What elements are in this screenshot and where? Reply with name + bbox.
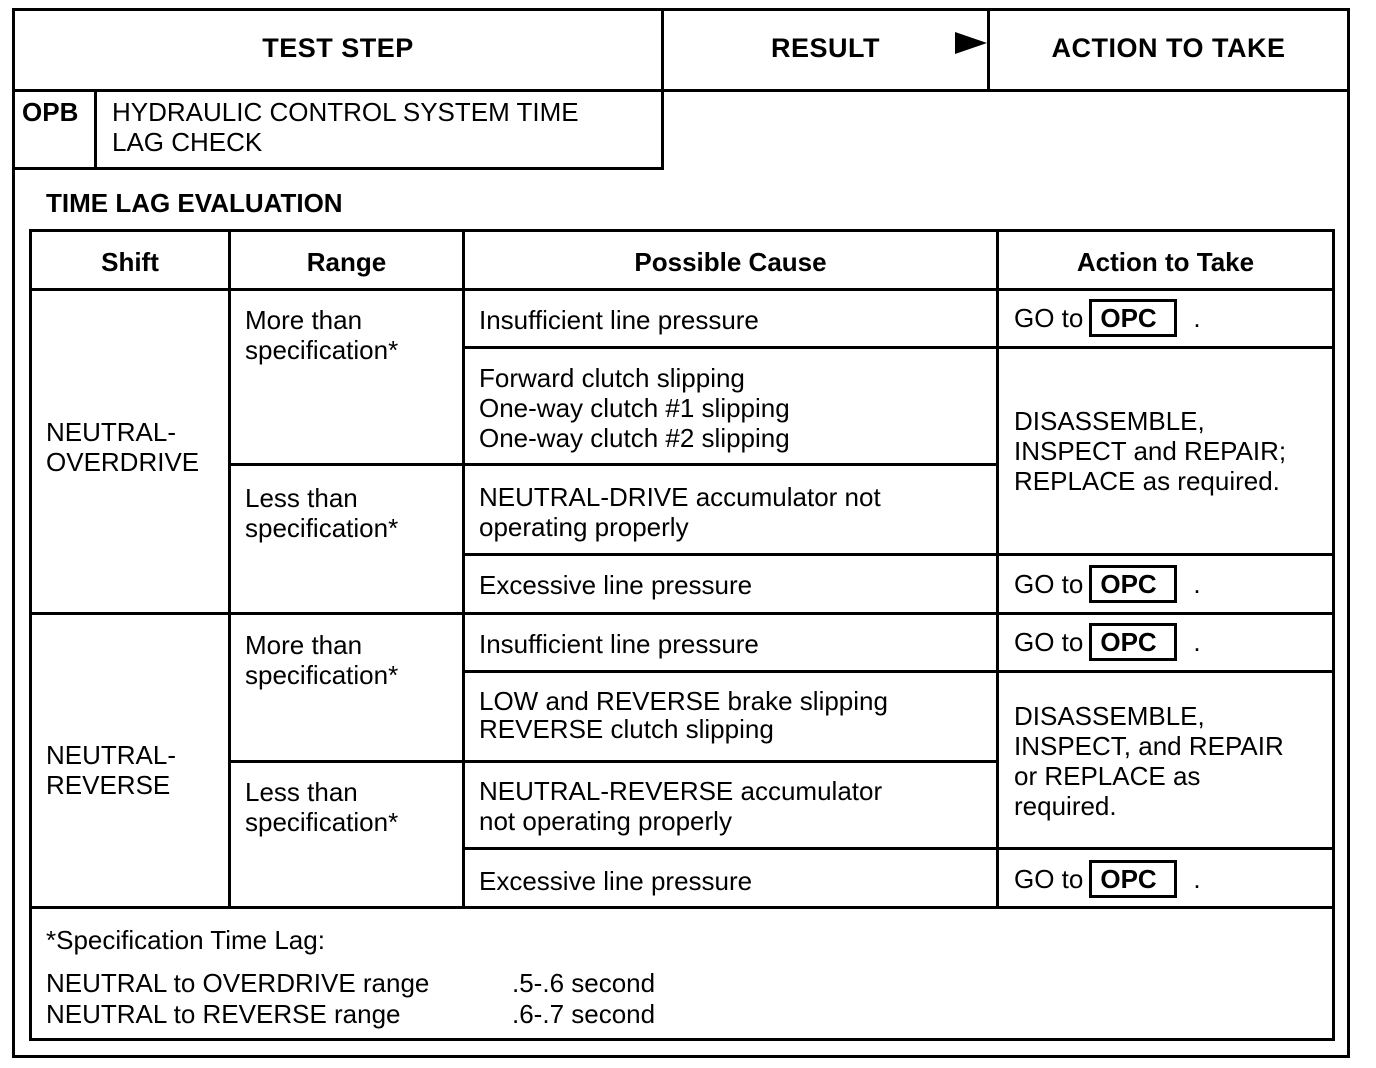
group-line <box>29 612 1335 615</box>
footnote-title: *Specification Time Lag: <box>46 925 325 955</box>
row-line-1 <box>462 346 1335 349</box>
range-cell: More than specification* <box>245 305 399 365</box>
col-header-shift: Shift <box>101 247 159 277</box>
range-cell: Less than specification* <box>245 483 399 543</box>
header-result: RESULT <box>771 33 880 63</box>
step-box-sep <box>94 89 97 170</box>
cause-cell: Insufficient line pressure <box>479 629 759 659</box>
cause-cell: Excessive line pressure <box>479 866 753 896</box>
opc-reference: OPC <box>1089 860 1177 898</box>
goto-suffix: . <box>1193 863 1201 894</box>
footnote-line <box>29 906 1335 909</box>
header-test-step: TEST STEP <box>262 33 414 63</box>
row-line-5 <box>462 670 1335 673</box>
opc-reference: OPC <box>1089 565 1177 603</box>
goto-suffix: . <box>1193 626 1201 657</box>
goto-opc-1 <box>1014 299 1201 337</box>
cause-cell: Insufficient line pressure <box>479 305 759 335</box>
row-line-2 <box>228 463 999 466</box>
goto-opc-4 <box>1014 860 1201 898</box>
goto-prefix: GO to <box>1014 626 1084 657</box>
goto-opc-3 <box>1014 623 1201 661</box>
goto-suffix: . <box>1193 568 1201 599</box>
cause-cell: LOW and REVERSE brake slipping REVERSE clutch slipping <box>479 686 888 744</box>
shift-neutral-reverse: NEUTRAL- REVERSE <box>46 740 177 800</box>
goto-prefix: GO to <box>1014 568 1084 599</box>
cause-cell: Forward clutch slipping One-way clutch #1 slipping One-way clutch #2 slipping <box>479 363 790 453</box>
arrow-right-icon <box>955 32 987 54</box>
col-header-range: Range <box>306 247 387 277</box>
goto-suffix: . <box>1193 302 1201 333</box>
step-title: HYDRAULIC CONTROL SYSTEM TIME LAG CHECK <box>112 97 579 157</box>
footnote-value: .6-.7 second <box>512 999 656 1029</box>
step-code: OPB <box>22 97 79 127</box>
header-action-to-take: ACTION TO TAKE <box>1051 33 1286 63</box>
row-line-3 <box>462 553 1335 556</box>
opc-reference: OPC <box>1089 299 1177 337</box>
range-cell: More than specification* <box>245 630 399 690</box>
cause-cell: NEUTRAL-REVERSE accumulator not operating properly <box>479 776 883 836</box>
cause-cell: NEUTRAL-DRIVE accumulator not operating properly <box>479 482 881 542</box>
opc-reference: OPC <box>1089 623 1177 661</box>
shift-neutral-overdrive: NEUTRAL- OVERDRIVE <box>46 417 200 477</box>
footnote-value: .5-.6 second <box>512 968 656 998</box>
row-line-6 <box>228 760 999 763</box>
range-cell: Less than specification* <box>245 777 399 837</box>
step-box-bottom <box>12 167 664 170</box>
header-row-line <box>29 288 1335 291</box>
step-box-right <box>661 89 664 170</box>
action-repair-2: DISASSEMBLE, INSPECT, and REPAIR or REPLACE as required. <box>1014 701 1284 821</box>
cause-cell: Excessive line pressure <box>479 570 753 600</box>
col-header-cause: Possible Cause <box>634 247 827 277</box>
footnote-label: NEUTRAL to OVERDRIVE range <box>46 968 430 998</box>
footnote-label: NEUTRAL to REVERSE range <box>46 999 401 1029</box>
col-sep-range <box>462 229 465 909</box>
header-divider <box>12 89 1350 92</box>
action-repair-1: DISASSEMBLE, INSPECT and REPAIR; REPLACE as required. <box>1014 406 1287 496</box>
goto-prefix: GO to <box>1014 863 1084 894</box>
col-header-action: Action to Take <box>1076 247 1255 277</box>
goto-opc-2 <box>1014 565 1201 603</box>
col-sep-cause <box>996 229 999 909</box>
section-title: TIME LAG EVALUATION <box>46 188 343 218</box>
goto-prefix: GO to <box>1014 302 1084 333</box>
row-line-7 <box>462 847 1335 850</box>
col-sep-shift <box>228 229 231 909</box>
